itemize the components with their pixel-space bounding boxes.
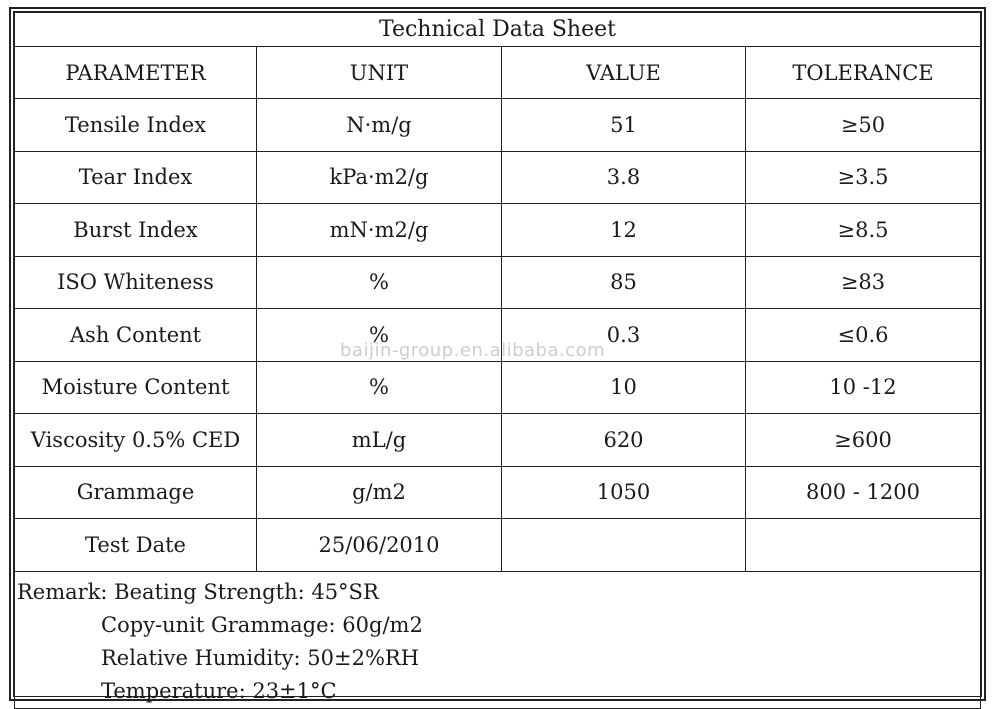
tolerance-cell: 800 - 1200 — [746, 466, 981, 519]
tolerance-cell: ≥50 — [746, 99, 981, 152]
parameter-cell: Viscosity 0.5% CED — [15, 414, 257, 467]
watermark: baijin-group.en.alibaba.com — [340, 340, 606, 361]
table-row — [15, 99, 981, 152]
unit-cell: mN·m2/g — [257, 204, 502, 257]
unit-cell: % — [257, 256, 502, 309]
unit-cell: % — [257, 361, 502, 414]
tolerance-cell: ≥8.5 — [746, 204, 981, 257]
test-date-label: Test Date — [15, 519, 257, 572]
value-cell: 12 — [502, 204, 746, 257]
table-row — [15, 361, 981, 414]
tolerance-cell: ≥83 — [746, 256, 981, 309]
value-cell: 1050 — [502, 466, 746, 519]
unit-cell: mL/g — [257, 414, 502, 467]
header-row — [15, 47, 981, 99]
parameter-cell: Burst Index — [15, 204, 257, 257]
tolerance-cell: ≤0.6 — [746, 309, 981, 362]
tolerance-cell: ≥3.5 — [746, 151, 981, 204]
tolerance-cell: 10 -12 — [746, 361, 981, 414]
table-row — [15, 414, 981, 467]
value-cell: 3.8 — [502, 151, 746, 204]
tolerance-cell: ≥600 — [746, 414, 981, 467]
sheet-title: Technical Data Sheet — [15, 13, 981, 47]
test-date-value: 25/06/2010 — [257, 519, 502, 572]
remark-line: Relative Humidity: 50±2%RH — [101, 645, 420, 670]
unit-cell: kPa·m2/g — [257, 151, 502, 204]
remark-line: Copy-unit Grammage: 60g/m2 — [101, 612, 423, 637]
column-header-parameter: PARAMETER — [15, 47, 257, 99]
empty-cell — [502, 519, 746, 572]
value-cell: 51 — [502, 99, 746, 152]
title-row — [15, 13, 981, 47]
remark-line: Remark: Beating Strength: 45°SR — [17, 579, 379, 604]
empty-cell — [746, 519, 981, 572]
column-header-unit: UNIT — [257, 47, 502, 99]
parameter-cell: ISO Whiteness — [15, 256, 257, 309]
table-row — [15, 466, 981, 519]
value-cell: 85 — [502, 256, 746, 309]
unit-cell: % — [257, 309, 502, 362]
column-header-tolerance: TOLERANCE — [746, 47, 981, 99]
column-header-value: VALUE — [502, 47, 746, 99]
value-cell: 10 — [502, 361, 746, 414]
remark-block — [15, 571, 981, 708]
value-cell: 0.3 — [502, 309, 746, 362]
table-row — [15, 256, 981, 309]
test-date-row — [15, 519, 981, 572]
parameter-cell: Grammage — [15, 466, 257, 519]
remark-line: Temperature: 23±1°C — [101, 678, 337, 703]
parameter-cell: Tear Index — [15, 151, 257, 204]
parameter-cell: Ash Content — [15, 309, 257, 362]
value-cell: 620 — [502, 414, 746, 467]
table-row — [15, 204, 981, 257]
parameter-cell: Tensile Index — [15, 99, 257, 152]
parameter-cell: Moisture Content — [15, 361, 257, 414]
table-row — [15, 151, 981, 204]
unit-cell: g/m2 — [257, 466, 502, 519]
unit-cell: N·m/g — [257, 99, 502, 152]
remark-row — [15, 571, 981, 708]
